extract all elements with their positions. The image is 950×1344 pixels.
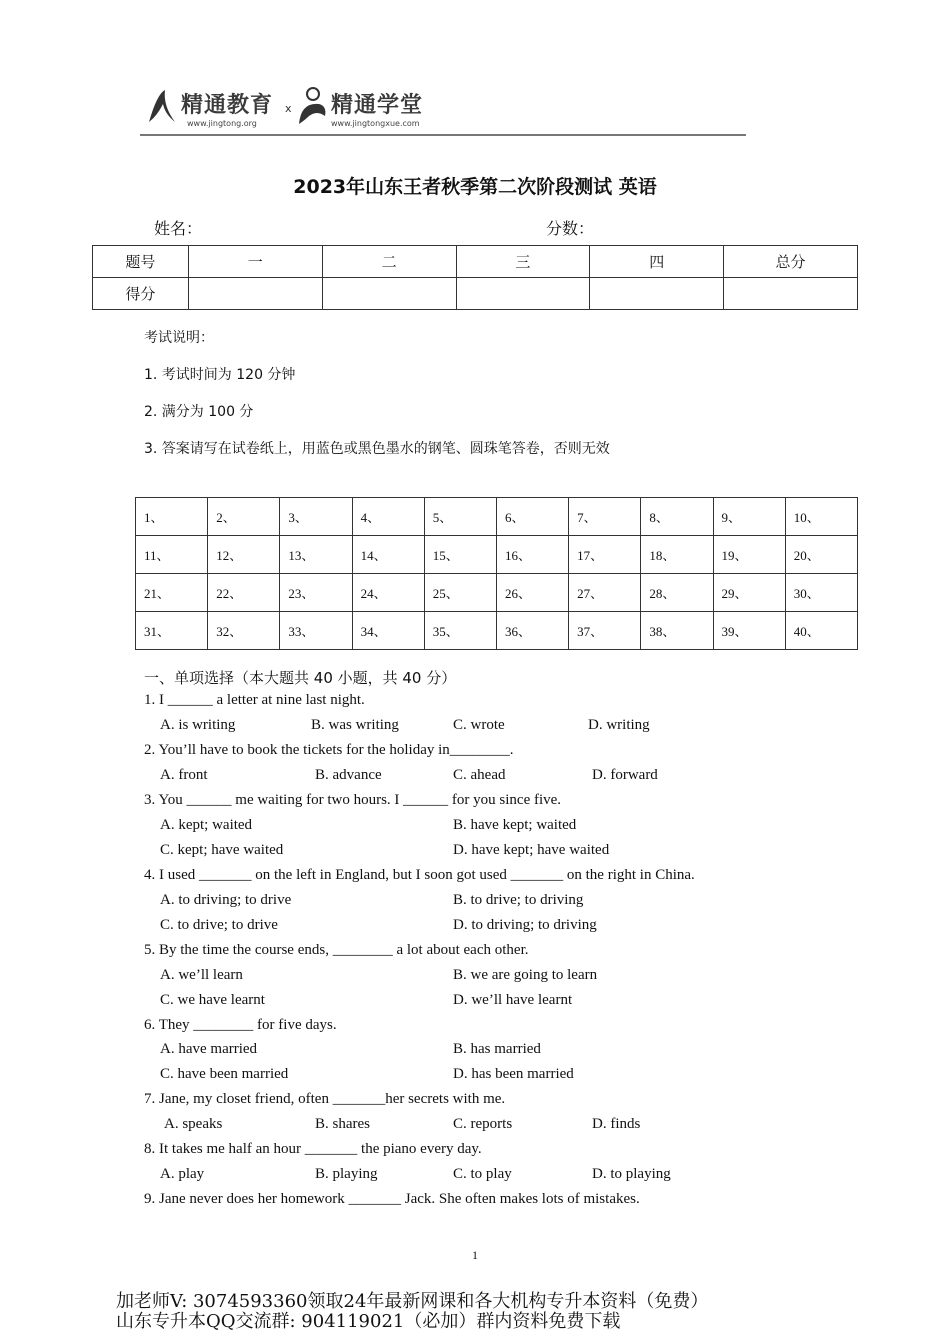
answer-cell[interactable]: 37、 [569,612,641,650]
question-option: A. speaks [164,1116,223,1132]
jingtong-logo-icon [145,86,181,126]
answer-cell[interactable]: 1、 [136,498,208,536]
question-option: D. we’ll have learnt [453,992,573,1008]
question-option: B. have kept; waited [453,817,577,833]
answer-cell[interactable]: 15、 [424,536,496,574]
question-option: C. have been married [160,1066,289,1082]
page-title: 2023年山东王者秋季第二次阶段测试 英语 [293,176,657,198]
answer-cell[interactable]: 10、 [785,498,857,536]
jingtong-xuetang-logo-icon [295,84,331,128]
question-option: A. have married [160,1041,258,1057]
question-option: A. play [160,1166,205,1182]
answer-cell[interactable]: 20、 [785,536,857,574]
answer-cell[interactable]: 11、 [136,536,208,574]
answer-cell[interactable]: 31、 [136,612,208,650]
score-cell [724,278,858,310]
answer-grid-row [136,498,858,536]
question-option: A. front [160,767,208,783]
answer-cell[interactable]: 40、 [785,612,857,650]
score-table-header: 二 [322,246,456,278]
question-option: D. to driving; to driving [453,917,597,933]
question-stem: 5. By the time the course ends, ________ a lot about each other. [144,942,529,958]
question-option: B. shares [315,1116,370,1132]
logo2-url: www.jingtongxue.com [331,119,420,128]
question-option: A. kept; waited [160,817,253,833]
question-option: A. we’ll learn [160,967,243,983]
answer-cell[interactable]: 6、 [496,498,568,536]
question-stem: 4. I used _______ on the left in England, but I soon got used _______ on the right in China. [144,867,695,883]
score-cell [590,278,724,310]
footer-line-1: 加老师V: 3074593360领取24年最新网课和各大机构专升本资料（免费） [116,1291,709,1312]
answer-cell[interactable]: 23、 [280,574,352,612]
answer-cell[interactable]: 14、 [352,536,424,574]
answer-cell[interactable]: 8、 [641,498,713,536]
answer-cell[interactable]: 29、 [713,574,785,612]
answer-cell[interactable]: 21、 [136,574,208,612]
instruction-item: 3. 答案请写在试卷纸上，用蓝色或黑色墨水的钢笔、圆珠笔答卷，否则无效 [144,441,610,457]
score-table-header: 题号 [93,246,189,278]
answer-cell[interactable]: 39、 [713,612,785,650]
logo1-url: www.jingtong.org [187,119,257,128]
logo1-text: 精通教育 [181,93,274,118]
answer-cell[interactable]: 3、 [280,498,352,536]
question-option: D. have kept; have waited [453,842,610,858]
answer-cell[interactable]: 2、 [208,498,280,536]
answer-cell[interactable]: 12、 [208,536,280,574]
question-option: C. to play [453,1166,512,1182]
question-option: C. reports [453,1116,513,1132]
question-stem: 8. It takes me half an hour _______ the piano every day. [144,1141,482,1157]
question-option: D. writing [588,717,650,733]
section-title: 一、单项选择（本大题共 40 小题，共 40 分） [144,669,457,687]
score-cell [188,278,322,310]
question-stem: 6. They ________ for five days. [144,1017,337,1033]
question-option: D. finds [592,1116,641,1132]
answer-cell[interactable]: 34、 [352,612,424,650]
question-stem: 9. Jane never does her homework _______ Jack. She often makes lots of mistakes. [144,1191,640,1207]
answer-cell[interactable]: 38、 [641,612,713,650]
question-option: B. has married [453,1041,541,1057]
header-logos [145,84,445,136]
footer-line-2: 山东专升本QQ交流群: 904119021（必加）群内资料免费下载 [116,1311,621,1332]
instructions-heading: 考试说明： [144,330,214,346]
answer-grid-row [136,574,858,612]
instruction-item: 1. 考试时间为 120 分钟 [144,367,296,383]
question-option: B. playing [315,1166,378,1182]
score-table [92,245,858,310]
question-option: A. is writing [160,717,236,733]
answer-grid-row [136,536,858,574]
score-table-header: 一 [188,246,322,278]
question-option: B. advance [315,767,382,783]
question-option: C. we have learnt [160,992,265,1008]
answer-cell[interactable]: 5、 [424,498,496,536]
score-table-header-row [93,246,858,278]
score-label: 分数： [546,219,595,238]
answer-cell[interactable]: 26、 [496,574,568,612]
answer-cell[interactable]: 17、 [569,536,641,574]
header-rule [140,134,746,136]
question-option: B. to drive; to driving [453,892,584,908]
question-stem: 1. I ______ a letter at nine last night. [144,692,365,708]
answer-cell[interactable]: 4、 [352,498,424,536]
instruction-item: 2. 满分为 100 分 [144,404,254,420]
logo2-text: 精通学堂 [331,93,424,118]
answer-cell[interactable]: 9、 [713,498,785,536]
answer-cell[interactable]: 13、 [280,536,352,574]
x-mark: x [285,102,292,115]
answer-cell[interactable]: 36、 [496,612,568,650]
score-row-label: 得分 [93,278,189,310]
question-option: D. has been married [453,1066,574,1082]
question-option: C. ahead [453,767,506,783]
score-cell [456,278,590,310]
page-number: 1 [472,1248,478,1262]
question-option: D. to playing [592,1166,671,1182]
question-option: B. we are going to learn [453,967,598,983]
question-option: D. forward [592,767,658,783]
question-option: A. to driving; to drive [160,892,292,908]
answer-cell[interactable]: 25、 [424,574,496,612]
answer-cell[interactable]: 33、 [280,612,352,650]
question-stem: 3. You ______ me waiting for two hours. I ______ for you since five. [144,792,562,808]
answer-cell[interactable]: 18、 [641,536,713,574]
score-table-score-row [93,278,858,310]
question-option: C. kept; have waited [160,842,284,858]
score-table-header: 四 [590,246,724,278]
score-cell [322,278,456,310]
answer-cell[interactable]: 32、 [208,612,280,650]
answer-cell[interactable]: 22、 [208,574,280,612]
name-label: 姓名： [154,219,203,238]
answer-cell[interactable]: 7、 [569,498,641,536]
score-table-header: 总分 [724,246,858,278]
answer-cell[interactable]: 19、 [713,536,785,574]
answer-cell[interactable]: 27、 [569,574,641,612]
question-option: C. wrote [453,717,505,733]
question-stem: 2. You’ll have to book the tickets for the holiday in________. [144,742,514,758]
question-option: C. to drive; to drive [160,917,278,933]
answer-cell[interactable]: 30、 [785,574,857,612]
question-stem: 7. Jane, my closet friend, often _______her secrets with me. [144,1091,506,1107]
answer-cell[interactable]: 28、 [641,574,713,612]
question-option: B. was writing [311,717,399,733]
answer-cell[interactable]: 16、 [496,536,568,574]
answer-grid [135,497,858,650]
score-table-header: 三 [456,246,590,278]
answer-grid-row [136,612,858,650]
answer-cell[interactable]: 35、 [424,612,496,650]
answer-cell[interactable]: 24、 [352,574,424,612]
